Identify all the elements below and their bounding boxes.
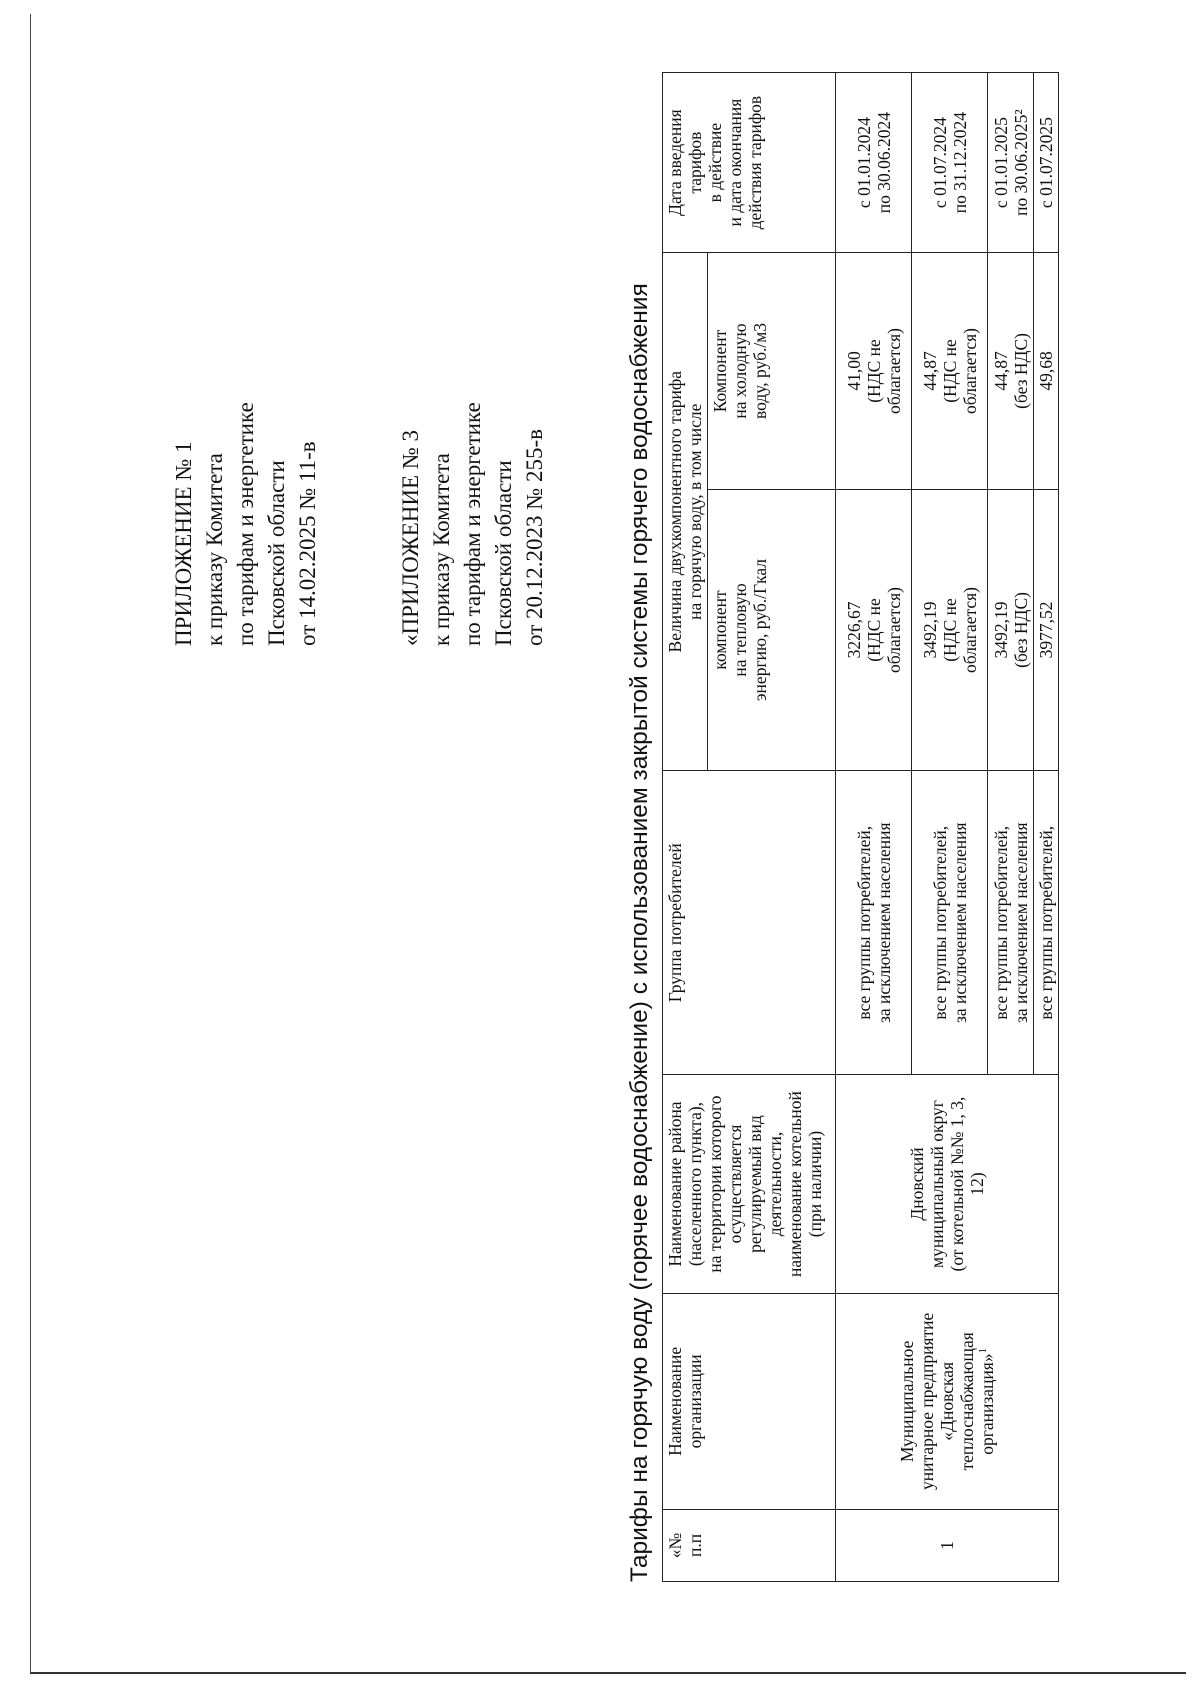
dates-line: с 01.01.2024 bbox=[853, 117, 874, 209]
header-district-line: на территории которого bbox=[705, 1095, 725, 1273]
group-line: за исключением населения bbox=[1010, 822, 1031, 1024]
heat-component-value bbox=[988, 489, 1034, 771]
tariff-dates bbox=[836, 73, 912, 253]
header-group-line: Группа потребителей bbox=[665, 843, 685, 1003]
cold-line: облагается) bbox=[959, 328, 980, 414]
header-num bbox=[663, 1509, 836, 1581]
group-line: за исключением населения bbox=[949, 822, 970, 1024]
approval-1-line: Псковской области bbox=[264, 460, 289, 646]
tariff-dates bbox=[912, 73, 988, 253]
header-dates-line: и дата окончания bbox=[725, 98, 745, 227]
approval-1-line: от 14.02.2025 № 11-в bbox=[295, 441, 320, 646]
district-line: (от котельной №№ 1, 3, bbox=[947, 1096, 967, 1272]
approval-block-1 bbox=[168, 402, 323, 646]
header-organization bbox=[663, 1293, 836, 1509]
heat-line: (НДС не bbox=[863, 598, 884, 662]
tariff-dates bbox=[1034, 73, 1059, 253]
district-line: муниципальный округ bbox=[927, 1100, 947, 1268]
header-district-line: (населенного пункта), bbox=[685, 1101, 705, 1267]
header-num-line: «№ bbox=[665, 1532, 685, 1559]
group-line: все группы потребителей, bbox=[853, 825, 874, 1020]
approval-2-line: по тарифам и энергетике bbox=[460, 402, 485, 646]
header-org-line: организации bbox=[685, 1354, 705, 1449]
consumer-group bbox=[988, 771, 1034, 1075]
header-tariff-value bbox=[663, 253, 708, 771]
heat-line: 3492,19 bbox=[990, 601, 1011, 659]
organization-line: унитарное предприятие bbox=[917, 1312, 937, 1490]
approval-1-line: по тарифам и энергетике bbox=[233, 402, 258, 646]
heat-component-value bbox=[836, 489, 912, 771]
approval-2-line: от 20.12.2023 № 255-в bbox=[522, 429, 547, 646]
document-title: Тарифы на горячую воду (горячее водоснабжение) с использованием закрытой системы горячего водоснабжения bbox=[626, 283, 653, 1582]
heat-line: облагается) bbox=[883, 587, 904, 673]
group-line: за исключением населения bbox=[873, 822, 894, 1024]
header-cold-line: на холодную bbox=[730, 323, 750, 419]
organization-line: Муниципальное bbox=[897, 1340, 917, 1463]
consumer-group bbox=[1034, 771, 1059, 1075]
heat-line: 3492,19 bbox=[919, 601, 940, 659]
heat-line: (без НДС) bbox=[1010, 592, 1031, 668]
header-district-line: Наименование района bbox=[665, 1101, 685, 1267]
heat-component-value bbox=[912, 489, 988, 771]
cold-line: 44,87 bbox=[919, 351, 940, 391]
table-row bbox=[836, 73, 912, 1582]
cold-line: 44,87 bbox=[990, 351, 1011, 391]
approval-1-line: ПРИЛОЖЕНИЕ № 1 bbox=[171, 441, 196, 646]
approval-block-2 bbox=[395, 402, 550, 646]
header-district bbox=[663, 1075, 836, 1293]
organization-line: теплоснабжающая bbox=[957, 1332, 977, 1471]
heat-line: (НДС не bbox=[939, 598, 960, 662]
heat-line: 3226,67 bbox=[843, 601, 864, 659]
district-line: 12) bbox=[967, 1172, 987, 1196]
header-district-line: (при наличии) bbox=[805, 1130, 825, 1238]
cold-component-value bbox=[836, 253, 912, 489]
tariff-dates bbox=[988, 73, 1034, 253]
header-tariff-line: Величина двухкомпонентного тарифа bbox=[665, 371, 685, 653]
dates-line: с 01.01.2025 bbox=[990, 117, 1011, 209]
row-number: 1 bbox=[836, 1509, 1059, 1581]
header-cold-component bbox=[708, 253, 836, 489]
header-district-line: регулируемый вид bbox=[745, 1115, 765, 1253]
header-cold-line: воду, руб./м3 bbox=[750, 322, 770, 419]
cold-component-value bbox=[988, 253, 1034, 489]
header-num-line: п.п bbox=[685, 1533, 705, 1558]
header-dates-line: Дата введения bbox=[665, 109, 685, 216]
organization-line: «Дновская bbox=[937, 1361, 957, 1441]
consumer-group bbox=[836, 771, 912, 1075]
header-district-line: деятельности, bbox=[765, 1131, 785, 1237]
dates-line: по 30.06.2025² bbox=[1010, 109, 1031, 216]
header-heat-component bbox=[708, 489, 836, 771]
header-heat-line: энергию, руб./Гкал bbox=[750, 559, 770, 701]
organization-line-last bbox=[977, 1298, 997, 1505]
cold-line: (НДС не bbox=[863, 339, 884, 403]
header-dates bbox=[663, 73, 836, 253]
heat-component-value bbox=[1034, 489, 1059, 771]
header-dates-line: тарифов bbox=[685, 131, 705, 194]
approval-2-line: Псковской области bbox=[491, 460, 516, 646]
approval-1-line: к приказу Комитета bbox=[202, 453, 227, 646]
header-row bbox=[663, 73, 708, 1582]
dates-line: по 31.12.2024 bbox=[949, 112, 970, 214]
header-district-line: наименование котельной bbox=[785, 1091, 805, 1277]
district-line: Дновский bbox=[907, 1147, 927, 1221]
cold-line: 49,68 bbox=[1036, 351, 1056, 391]
header-dates-line: в действие bbox=[705, 122, 725, 203]
group-line: все группы потребителей, bbox=[1036, 825, 1056, 1020]
approval-2-line: «ПРИЛОЖЕНИЕ № 3 bbox=[398, 429, 423, 646]
footnote-marker: 1 bbox=[977, 1347, 990, 1354]
cold-line: (НДС не bbox=[939, 339, 960, 403]
approval-2-line: к приказу Комитета bbox=[429, 453, 454, 646]
dates-line: с 01.07.2024 bbox=[929, 117, 950, 209]
heat-line: 3977,52 bbox=[1036, 601, 1056, 659]
header-cold-line: Компонент bbox=[710, 329, 730, 413]
cold-component-value bbox=[912, 253, 988, 489]
cold-line: (без НДС) bbox=[1010, 333, 1031, 409]
dates-line: по 30.06.2024 bbox=[873, 112, 894, 214]
dates-line: с 01.07.2025 bbox=[1036, 117, 1056, 209]
header-district-line: осуществляется bbox=[725, 1124, 745, 1244]
organization-line: организация» bbox=[977, 1353, 997, 1455]
consumer-group bbox=[912, 771, 988, 1075]
header-org-line: Наименование bbox=[665, 1346, 685, 1456]
header-consumer-group bbox=[663, 771, 836, 1075]
tariff-table bbox=[662, 72, 1059, 1582]
header-tariff-line: на горячую воду, в том числе bbox=[685, 403, 705, 620]
header-heat-line: компонент bbox=[710, 590, 730, 670]
group-line: все группы потребителей, bbox=[990, 825, 1011, 1020]
cold-line: облагается) bbox=[883, 328, 904, 414]
header-heat-line: на тепловую bbox=[730, 583, 750, 677]
group-line: все группы потребителей, bbox=[929, 825, 950, 1020]
cold-line: 41,00 bbox=[843, 351, 864, 391]
district-name bbox=[836, 1075, 1059, 1293]
header-dates-line: действия тарифов bbox=[745, 95, 765, 230]
organization-name bbox=[836, 1293, 1059, 1509]
heat-line: облагается) bbox=[959, 587, 980, 673]
cold-component-value bbox=[1034, 253, 1059, 489]
